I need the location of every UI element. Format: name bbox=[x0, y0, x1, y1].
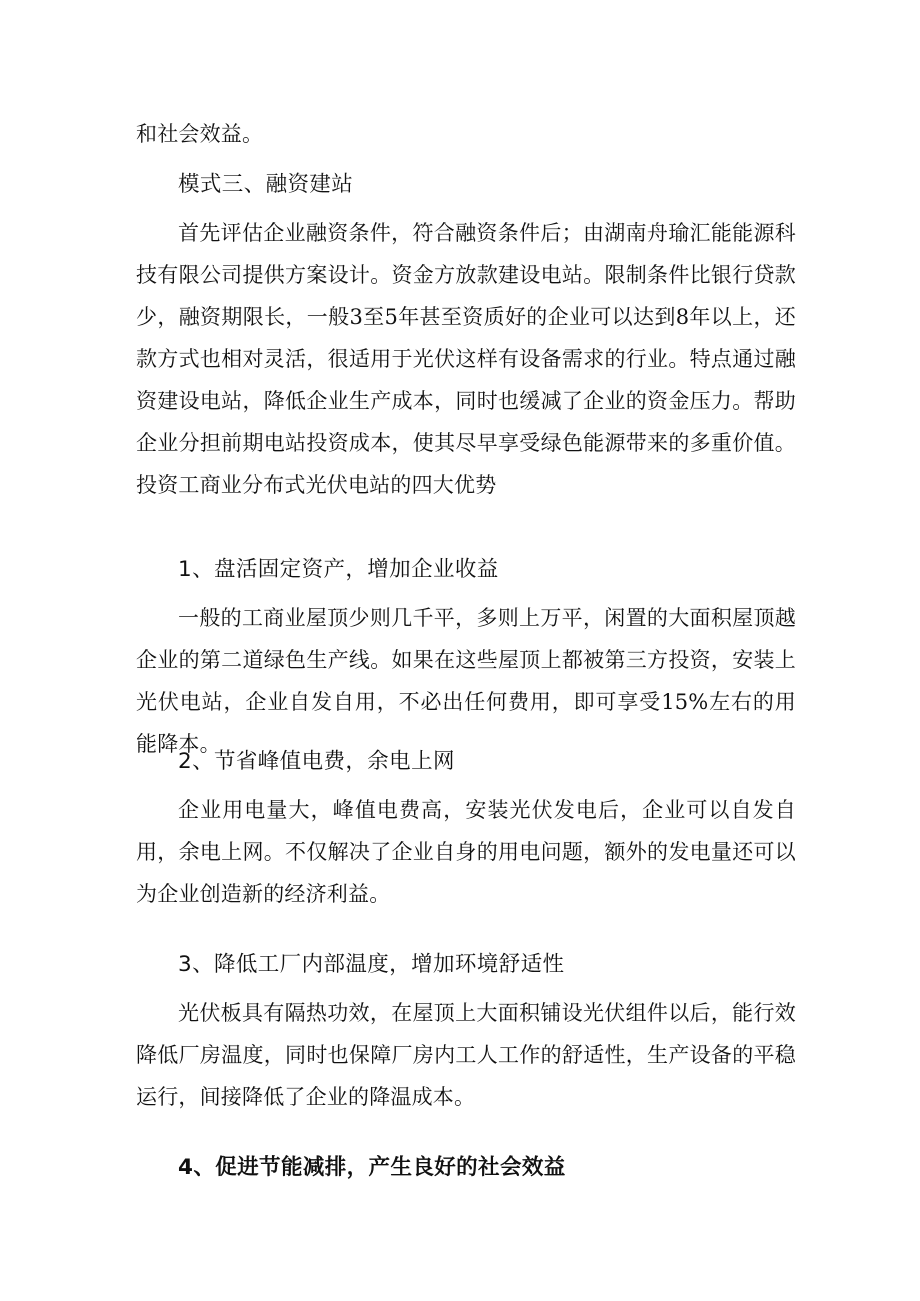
section-paragraph-3: 光伏板具有隔热功效，在屋顶上大面积铺设光伏组件以后，能行效降低厂房温度，同时也保障厂房内工人工作的舒适性，生产设备的平稳运行，间接降低了企业的降温成本。 bbox=[136, 1001, 796, 1109]
section-heading-4: 4、促进节能减排，产生良好的社会效益 bbox=[178, 1155, 566, 1180]
mode-paragraph: 首先评估企业融资条件，符合融资条件后；由湖南舟瑜汇能能源科技有限公司提供方案设计。资金方放款建设电站。限制条件比银行贷款少，融资期限长，一般3至5年甚至资质好的企业可以达到8年以上，还款方式也相对灵活，很适用于光伏这样有设备需求的行业。特点通过融资建设电站，降低企业生产成本，同时也缓减了企业的资金压力。帮助企业分担前期电站投资成本，使其尽早享受绿色能源带来的多重价值。投资工商业分布式光伏电站的四大优势 bbox=[136, 221, 796, 497]
section-heading-3: 3、降低工厂内部温度，增加环境舒适性 bbox=[178, 952, 565, 977]
section-heading-2: 2、节省峰值电费，余电上网 bbox=[178, 749, 455, 774]
mode-heading: 模式三、融资建站 bbox=[178, 172, 354, 197]
intro-tail-text: 和社会效益。 bbox=[136, 122, 264, 146]
section-paragraph-2: 企业用电量大，峰值电费高，安装光伏发电后，企业可以自发自用，余电上网。不仅解决了企业自身的用电问题，额外的发电量还可以为企业创造新的经济利益。 bbox=[136, 798, 796, 906]
section-heading-1: 1、盘活固定资产，增加企业收益 bbox=[178, 557, 499, 582]
section-paragraph-1: 一般的工商业屋顶少则几千平，多则上万平，闲置的大面积屋顶越企业的第二道绿色生产线。如果在这些屋顶上都被第三方投资，安装上光伏电站，企业自发自用，不必出任何费用，即可享受15%左右的用能降本。 bbox=[136, 606, 796, 756]
